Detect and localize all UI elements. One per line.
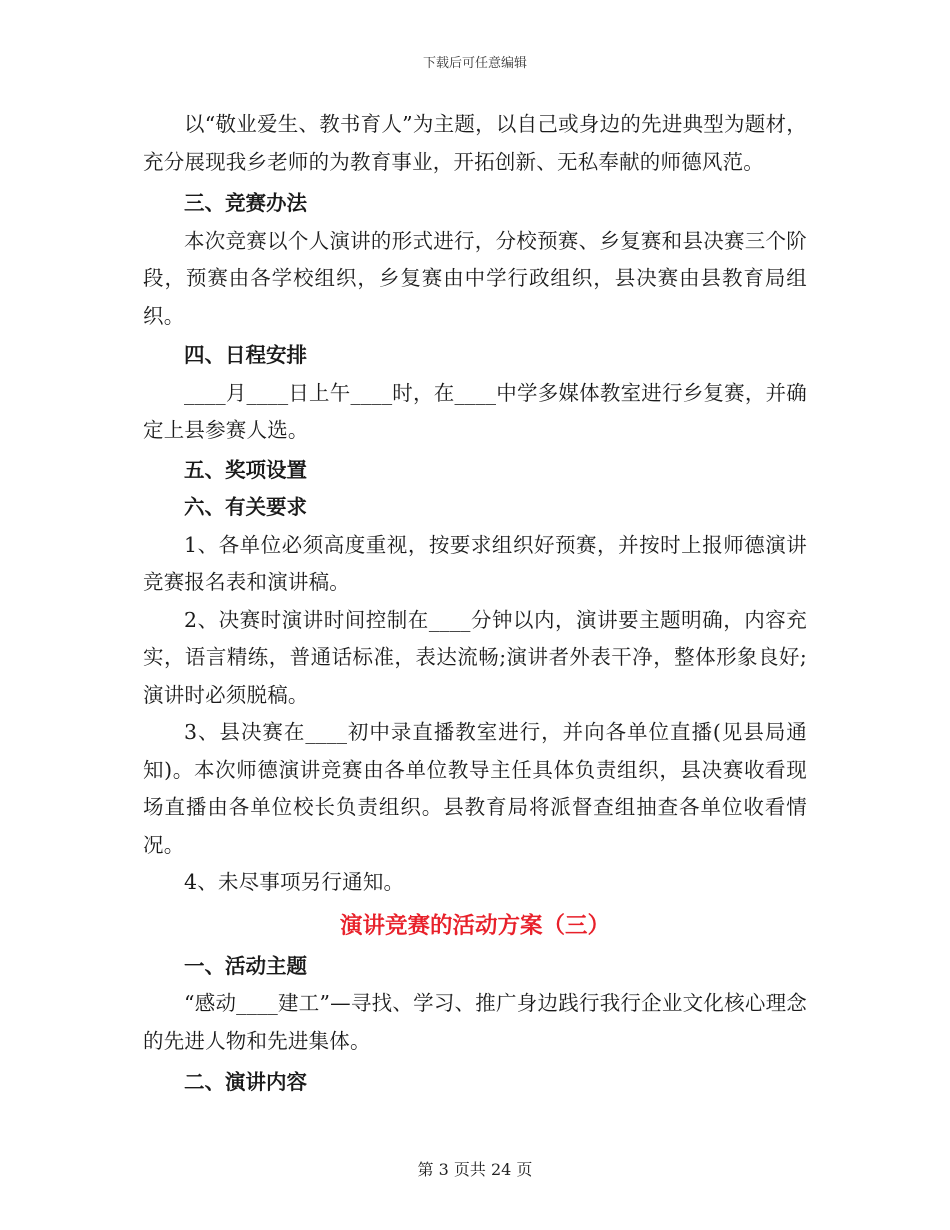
heading-competition-method: 三、竞赛办法 bbox=[184, 191, 307, 215]
requirement-item-1: 1、各单位必须高度重视，按要求组织好预赛，并按时上报师德演讲竞赛报名表和演讲稿。 bbox=[143, 532, 807, 594]
requirement-item-4: 4、未尽事项另行通知。 bbox=[184, 870, 405, 894]
paragraph-competition-method: 本次竞赛以个人演讲的形式进行，分校预赛、乡复赛和县决赛三个阶段，预赛由各学校组织，乡复赛由中学行政组织，县决赛由县教育局组织。 bbox=[143, 228, 807, 328]
document-body bbox=[143, 106, 807, 1102]
page-header-note: 下载后可任意编辑 bbox=[422, 56, 527, 71]
heading-activity-theme: 一、活动主题 bbox=[184, 953, 307, 978]
section-title: 演讲竞赛的活动方案（三） bbox=[339, 912, 610, 939]
paragraph-theme: 以“敬业爱生、教书育人”为主题，以自己或身边的先进典型为题材，充分展现我乡老师的为教育事业，开拓创新、无私奉献的师德风范。 bbox=[143, 112, 807, 174]
heading-awards: 五、奖项设置 bbox=[184, 457, 307, 482]
heading-speech-content: 二、演讲内容 bbox=[184, 1070, 307, 1094]
heading-requirements: 六、有关要求 bbox=[184, 495, 307, 519]
heading-schedule: 四、日程安排 bbox=[184, 343, 307, 367]
requirement-item-3: 3、县决赛在____初中录直播教室进行，并向各单位直播(见县局通知)。本次师德演讲竞赛由各单位教导主任具体负责组织，县决赛收看现场直播由各单位校长负责组织。县教育局将派督查组抽查各单位收看情况。 bbox=[143, 720, 807, 857]
page-number-footer: 第 3 页共 24 页 bbox=[417, 1160, 533, 1179]
paragraph-activity-theme: “感动____建工”—寻找、学习、推广身边践行我行企业文化核心理念的先进人物和先进集体。 bbox=[143, 991, 807, 1053]
requirement-item-2: 2、决赛时演讲时间控制在____分钟以内，演讲要主题明确，内容充实，语言精练，普通话标准，表达流畅;演讲者外表干净，整体形象良好;演讲时必须脱稿。 bbox=[143, 607, 807, 707]
paragraph-schedule: ____月____日上午____时，在____中学多媒体教室进行乡复赛，并确定上县参赛人选。 bbox=[143, 380, 807, 442]
